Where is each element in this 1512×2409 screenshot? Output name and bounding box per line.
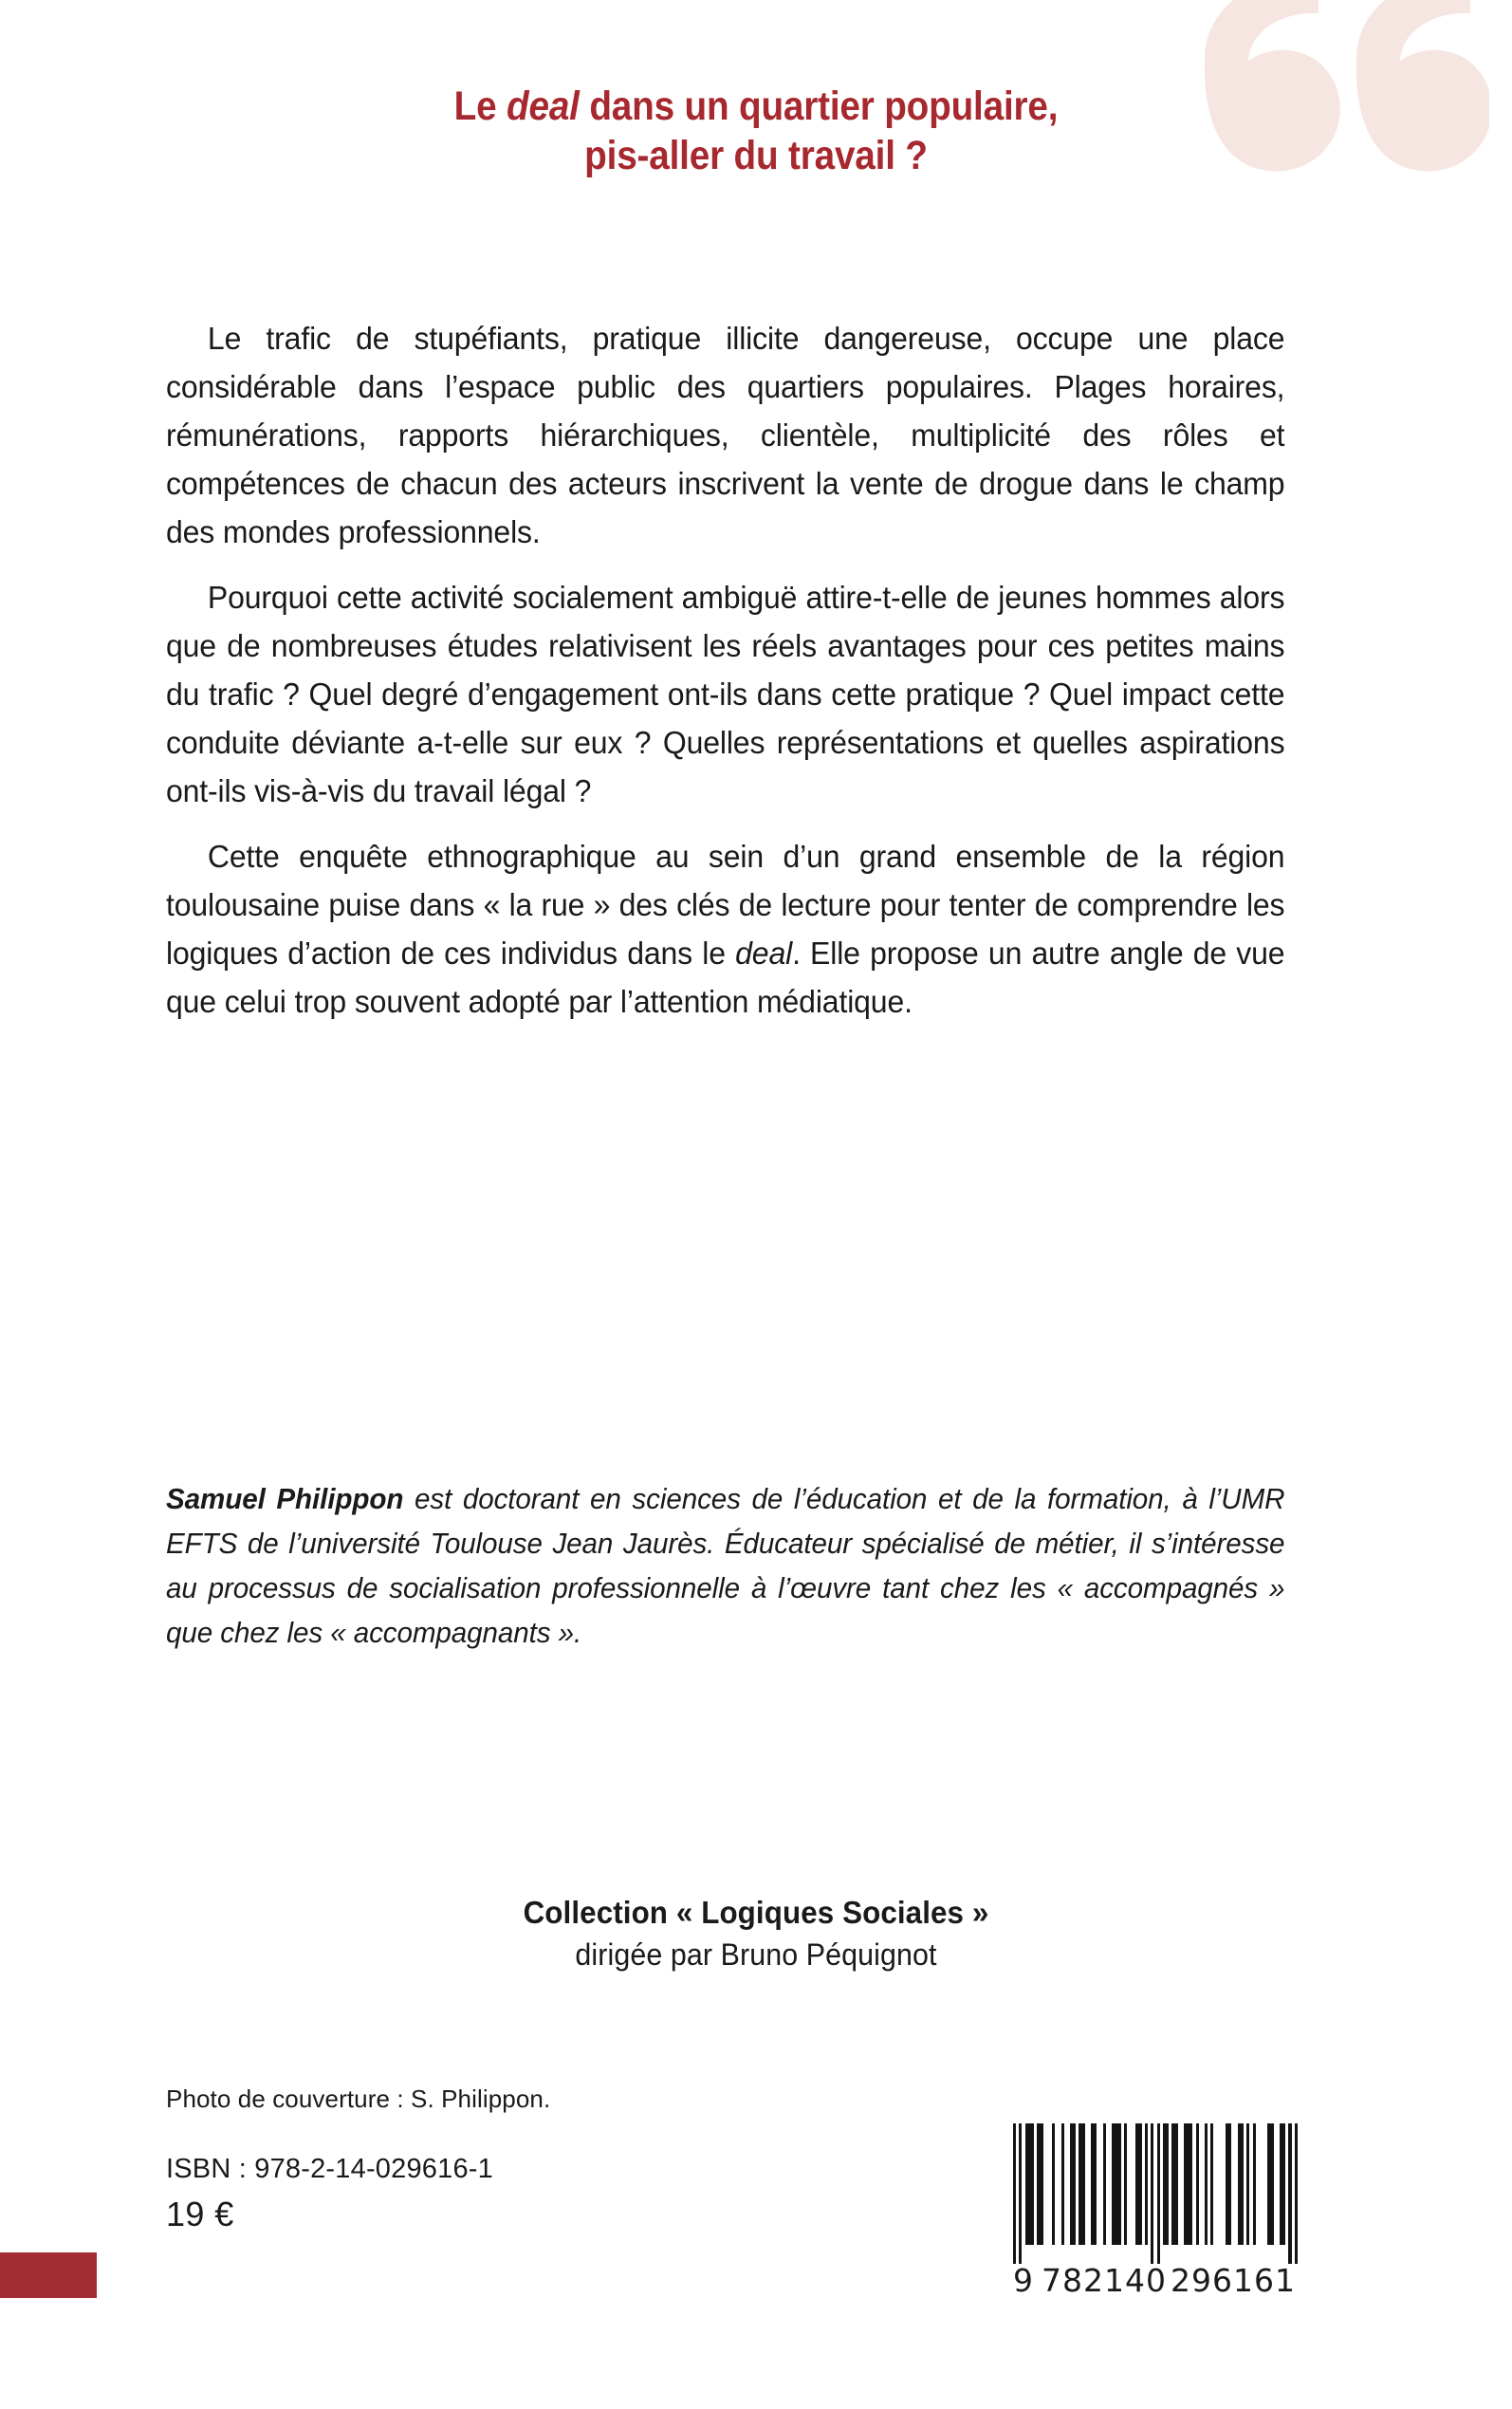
barcode-bars [1013, 2123, 1298, 2264]
barcode-bar [1127, 2123, 1135, 2245]
blurb-paragraph-3: Cette enquête ethnographique au sein d’un grand ensemble de la région toulousaine puise dans « la rue » des clés de lecture pour tenter de comprendre les logiques d’action de ces individus dans le deal. Elle propose un autre angle de vue que celui trop souvent adopté par l’attention médiatique. [166, 840, 1285, 1020]
author-biography [166, 1476, 1284, 1655]
barcode-right-group: 296161 [1171, 2262, 1296, 2299]
book-title-line-1: Le deal dans un quartier populaire, [453, 83, 1059, 129]
collection-title: Collection « Logiques Sociales » [523, 1895, 989, 1930]
collection-block [0, 1892, 1512, 1975]
book-title-line-2: pis-aller du travail ? [584, 133, 928, 178]
barcode-bar [1043, 2123, 1052, 2245]
blurb-paragraph-2: Pourquoi cette activité socialement ambiguë attire-t-elle de jeunes hommes alors que de nombreuses études relativisent les réels avantages pour ces petites mains du trafic ? Quel degré d’engagement ont-ils dans cette pratique ? Quel impact cette conduite déviante a-t-elle sur eux ? Quelles représentations et quelles aspirations ont-ils vis-à-vis du travail légal ? [166, 581, 1285, 809]
barcode-bar [1213, 2123, 1226, 2245]
cover-photo-credit: Photo de couverture : S. Philippon. [166, 2085, 551, 2113]
author-bio-text: est doctorant en sciences de l’éducation et de la formation, à l’UMR EFTS de l’université Toulouse Jean Jaurès. Éducateur spécialisé de métier, il s’intéresse au processus de socialisation professionnelle à l’œuvre tant chez les « accompagnés » que chez les « accompagnants ». [166, 1482, 1285, 1649]
title-emphasis-deal: deal [507, 83, 580, 129]
barcode-bar [1256, 2123, 1268, 2245]
barcode-digits [1013, 2262, 1298, 2299]
barcode-bar [1184, 2123, 1192, 2245]
price-text: 19 € [166, 2195, 234, 2233]
blurb-paragraph-1: Le trafic de stupéfiants, pratique illicite dangereuse, occupe une place considérable dans l’espace public des quartiers populaires. Plages horaires, rémunérations, rapports hiérarchiques, clientèle, multiplicité des rôles et compétences de chacun des acteurs inscrivent la vente de drogue dans le champ des mondes professionnels. [166, 322, 1285, 550]
collection-editor: dirigée par Bruno Péquignot [575, 1937, 937, 1972]
barcode-left-group: 782140 [1042, 2262, 1167, 2299]
red-corner-bar [0, 2252, 97, 2298]
isbn-barcode [1013, 2123, 1298, 2299]
footer-metadata [166, 2083, 887, 2236]
barcode-bar [1112, 2123, 1120, 2245]
barcode-bar [1025, 2123, 1034, 2245]
blurb-emphasis-deal: deal [735, 936, 793, 972]
book-title [0, 82, 1512, 180]
isbn-text: ISBN : 978-2-14-029616-1 [166, 2154, 493, 2184]
barcode-bar [1295, 2123, 1298, 2264]
back-cover-blurb [166, 315, 1337, 1027]
barcode-lead-digit: 9 [1013, 2262, 1034, 2299]
author-name: Samuel Philippon [166, 1482, 404, 1515]
